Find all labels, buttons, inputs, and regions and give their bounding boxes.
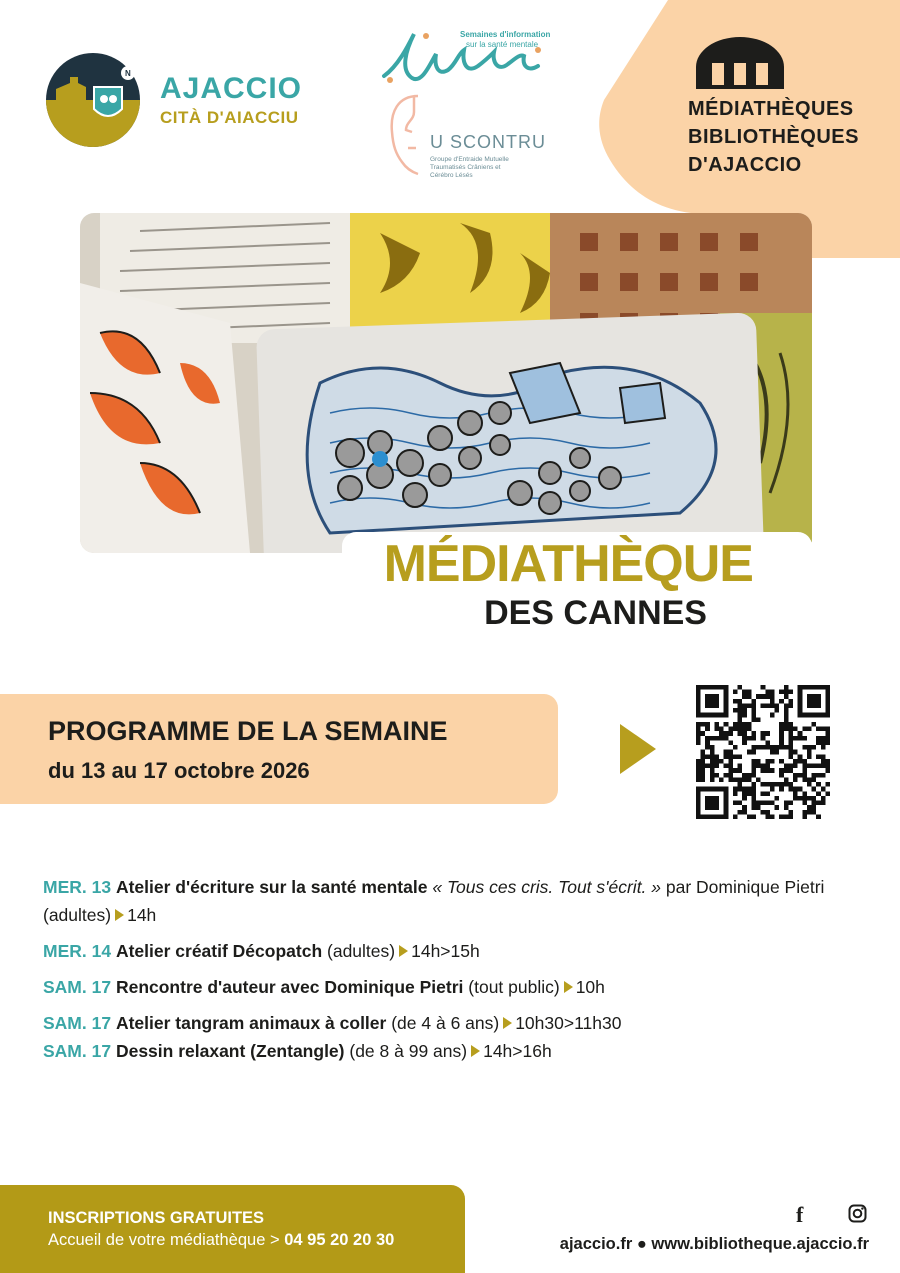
- qr-code[interactable]: [696, 685, 830, 819]
- programme-dates: du 13 au 17 octobre 2026: [48, 758, 310, 783]
- event-day: MER. 13: [43, 877, 112, 897]
- ajaccio-city-logo: [46, 53, 140, 147]
- scontru-name: U SCONTRU: [430, 132, 546, 152]
- scontru-desc-1: Groupe d'Entraide Mutuelle: [430, 156, 509, 163]
- play-arrow-icon: [399, 945, 408, 957]
- programme-banner: [0, 694, 558, 804]
- registration-label: INSCRIPTIONS GRATUITES: [48, 1209, 265, 1227]
- event-time: 14h>15h: [411, 941, 480, 961]
- event-item: [43, 973, 873, 1001]
- event-day: MER. 14: [43, 941, 112, 961]
- event-audience: (de 8 à 99 ans): [349, 1041, 468, 1061]
- zentangle-photo: [80, 213, 812, 553]
- city-name: AJACCIO: [160, 72, 303, 105]
- event-day: SAM. 17: [43, 1041, 112, 1061]
- event-audience: (tout public): [468, 977, 560, 997]
- svg-text:N: N: [125, 69, 131, 78]
- phone-number[interactable]: 04 95 20 20 30: [284, 1231, 395, 1249]
- website-links: [0, 1235, 869, 1254]
- play-arrow-icon: [564, 981, 573, 993]
- event-day: SAM. 17: [43, 977, 112, 997]
- registration-banner: [0, 1185, 465, 1273]
- play-arrow-icon: [115, 909, 124, 921]
- page-subtitle: DES CANNES: [484, 594, 707, 632]
- website-link-bibliotheque[interactable]: www.bibliotheque.ajaccio.fr: [651, 1235, 869, 1253]
- event-title: Atelier d'écriture sur la santé mentale: [115, 877, 428, 897]
- website-link-ajaccio[interactable]: ajaccio.fr: [559, 1235, 633, 1253]
- event-audience: (adultes): [327, 941, 396, 961]
- scontru-desc-2: Traumatisés Crâniens et: [430, 164, 501, 171]
- contact-text: Accueil de votre médiathèque >: [48, 1231, 285, 1249]
- separator-dot: ●: [632, 1235, 652, 1253]
- event-item: [43, 937, 873, 965]
- event-title: Atelier créatif Décopatch: [115, 941, 323, 961]
- event-time: 10h: [575, 977, 605, 997]
- event-time: 10h30>11h30: [515, 1013, 622, 1033]
- scontru-desc-3: Cérébro Lésés: [430, 172, 473, 179]
- event-quote: « Tous ces cris. Tout s'écrit. »: [432, 877, 662, 897]
- scontru-face-logo: [384, 92, 434, 182]
- page-title: MÉDIATHÈQUE: [383, 535, 753, 593]
- library-building-icon: [690, 37, 790, 92]
- event-title: Rencontre d'auteur avec Dominique Pietri: [115, 977, 464, 997]
- library-line-1: MÉDIATHÈQUES: [688, 98, 854, 120]
- event-time: 14h: [127, 905, 157, 925]
- instagram-icon[interactable]: [848, 1204, 867, 1223]
- programme-title: PROGRAMME DE LA SEMAINE: [48, 716, 448, 746]
- play-arrow-icon: [471, 1045, 480, 1057]
- event-day: SAM. 17: [43, 1013, 112, 1033]
- play-arrow-icon: [620, 724, 656, 774]
- event-title: Dessin relaxant (Zentangle): [115, 1041, 345, 1061]
- event-audience: (adultes): [43, 905, 112, 925]
- facebook-icon[interactable]: f: [796, 1202, 804, 1227]
- play-arrow-icon: [503, 1017, 512, 1029]
- sism-tagline-1: Semaines d'information: [460, 30, 551, 39]
- event-title: Atelier tangram animaux à coller: [115, 1013, 387, 1033]
- event-time: 14h>16h: [483, 1041, 552, 1061]
- event-audience: (de 4 à 6 ans): [391, 1013, 500, 1033]
- sism-tagline-2: sur la santé mentale: [466, 40, 539, 49]
- library-line-2: BIBLIOTHÈQUES: [688, 126, 859, 148]
- event-item: [43, 1009, 873, 1037]
- events-list: [43, 873, 873, 1065]
- library-line-3: D'AJACCIO: [688, 154, 802, 176]
- event-item: [43, 873, 873, 929]
- event-item: [43, 1037, 873, 1065]
- city-subtitle: CITÀ D'AIACCIU: [160, 108, 299, 127]
- event-presenter: par Dominique Pietri: [661, 877, 825, 897]
